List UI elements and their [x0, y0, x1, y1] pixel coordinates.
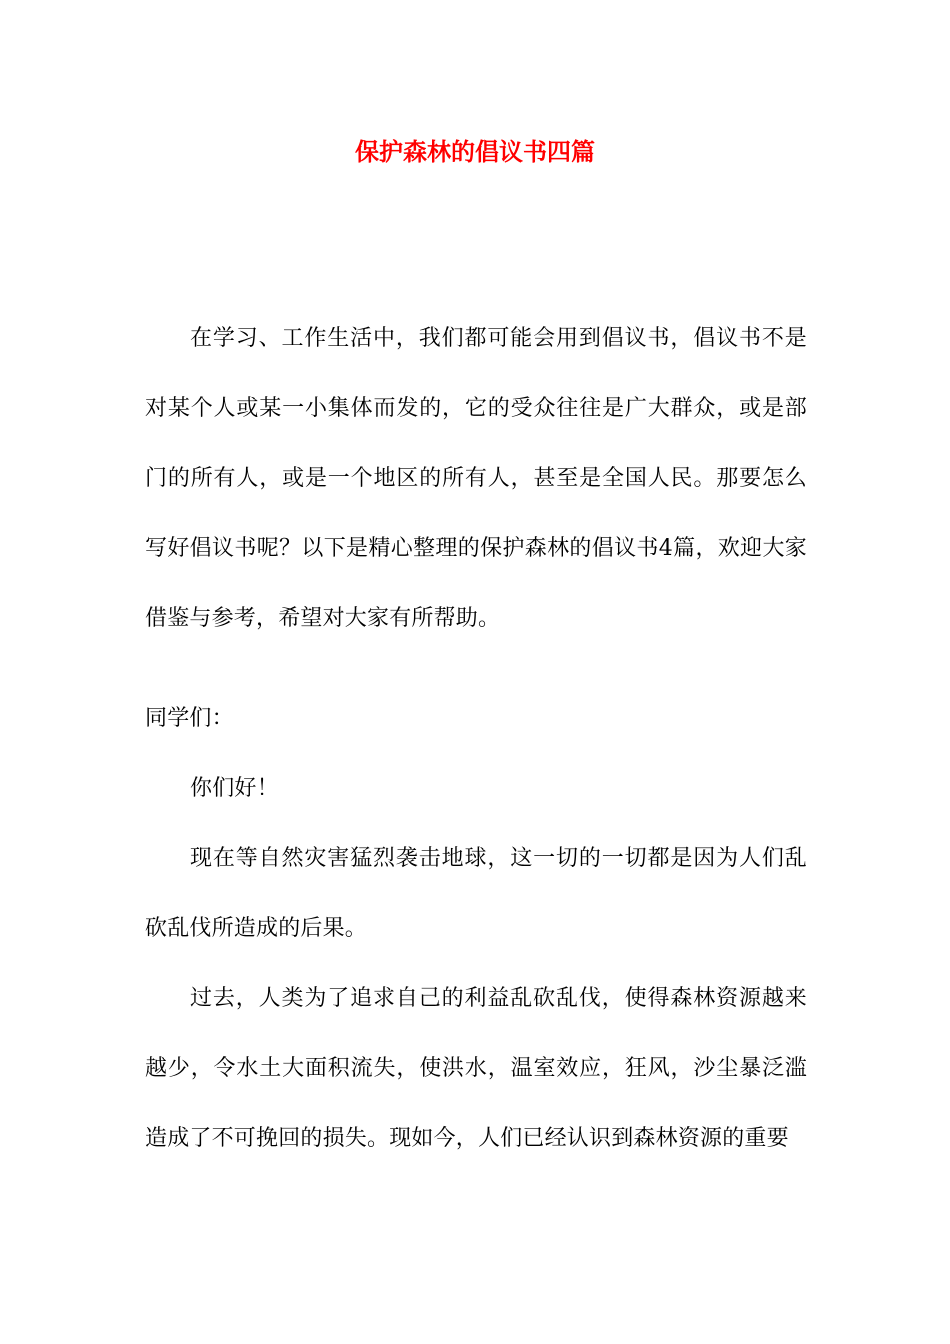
intro-paragraph: 在学习、工作生活中，我们都可能会用到倡议书，倡议书不是对某个人或某一小集体而发的，它的受众往往是广大群众，或是部门的所有人，或是一个地区的所有人，甚至是全国人民。那要怎么写好倡议书呢？以下是精心整理的保护森林的倡议书4篇，欢迎大家借鉴与参考，希望对大家有所帮助。 [145, 326, 807, 631]
salutation: 同学们： [145, 706, 234, 731]
body-paragraph-1: 现在等自然灾害猛烈袭击地球，这一切的一切都是因为人们乱砍乱伐所造成的后果。 [145, 846, 807, 941]
greeting: 你们好！ [190, 776, 279, 801]
document-title: 保护森林的倡议书四篇 [355, 137, 595, 166]
body-paragraph-2: 过去，人类为了追求自己的利益乱砍乱伐，使得森林资源越来越少，令水土大面积流失，使洪水，温室效应，狂风，沙尘暴泛滥造成了不可挽回的损失。现如今，人们已经认识到森林资源的重要 [145, 986, 807, 1151]
